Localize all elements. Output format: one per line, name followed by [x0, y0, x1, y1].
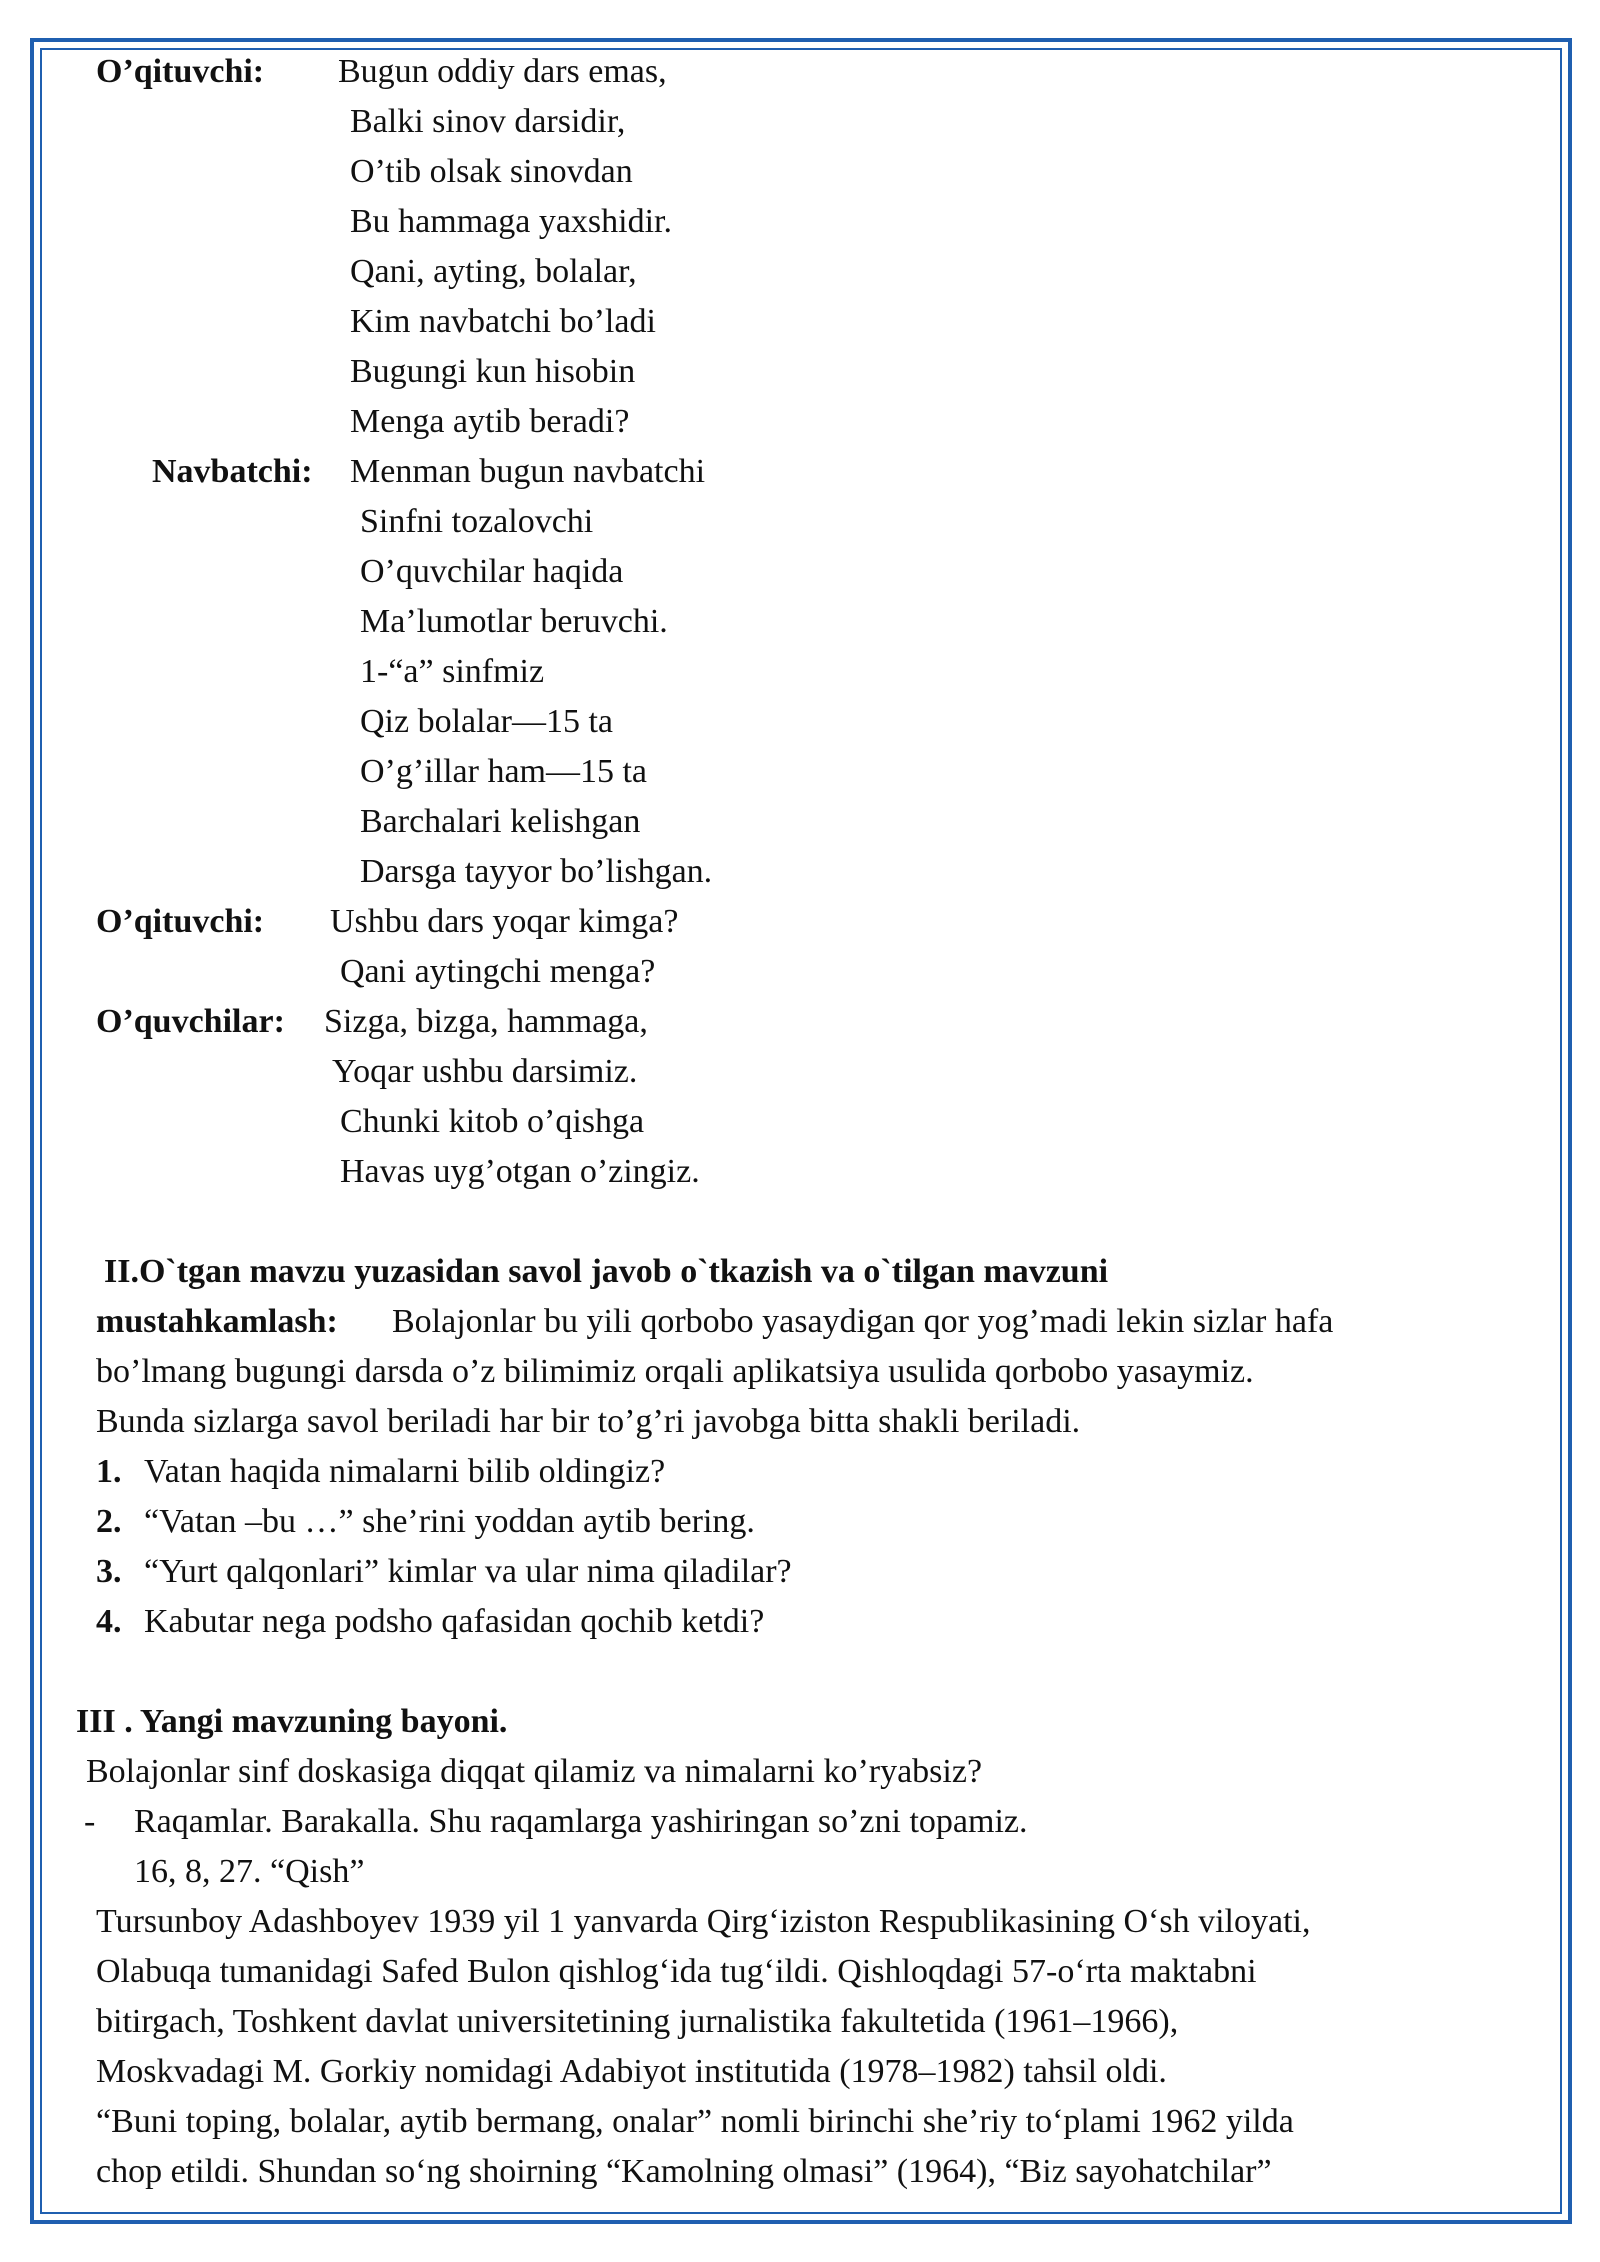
- biography-line: bitirgach, Toshkent davlat universitetining jurnalistika fakultetida (1961–1966),: [96, 2003, 1179, 2040]
- question-text: Vatan haqida nimalarni bilib oldingiz?: [144, 1453, 666, 1490]
- poem-line: O’quvchilar haqida: [360, 553, 624, 590]
- poem-line: Bugungi kun hisobin: [350, 353, 636, 390]
- poem-line: Qani, ayting, bolalar,: [350, 253, 637, 290]
- biography-line: chop etildi. Shundan so‘ng shoirning “Kamolning olmasi” (1964), “Biz sayohatchilar”: [96, 2153, 1272, 2190]
- poem-line: Chunki kitob o’qishga: [340, 1103, 645, 1140]
- biography-line: Olabuqa tumanidagi Safed Bulon qishlog‘ida tug‘ildi. Qishloqdagi 57-o‘rta maktabni: [96, 1953, 1257, 1990]
- question-number: 2.: [96, 1503, 122, 1540]
- poem-line: 1-“a” sinfmiz: [360, 653, 545, 690]
- poem-line: Darsga tayyor bo’lishgan.: [360, 853, 713, 890]
- poem-line: Ma’lumotlar beruvchi.: [360, 603, 668, 640]
- poem-line: Bugun oddiy dars emas,: [338, 53, 667, 90]
- section-3-text: Bolajonlar sinf doskasiga diqqat qilamiz va nimalarni ko’ryabsiz?: [86, 1753, 983, 1790]
- speaker-students: O’quvchilar:: [96, 1003, 285, 1040]
- poem-line: Yoqar ushbu darsimiz.: [332, 1053, 638, 1090]
- question-number: 4.: [96, 1603, 122, 1640]
- poem-line: Menman bugun navbatchi: [350, 453, 706, 490]
- section-2-text: Bunda sizlarga savol beriladi har bir to’g’ri javobga bitta shakli beriladi.: [96, 1403, 1081, 1440]
- poem-line: O’tib olsak sinovdan: [350, 153, 633, 190]
- biography-line: Tursunboy Adashboyev 1939 yil 1 yanvarda Qirg‘iziston Respublikasining O‘sh viloyati,: [96, 1903, 1311, 1940]
- section-3-text: 16, 8, 27. “Qish”: [134, 1853, 365, 1890]
- poem-line: Sizga, bizga, hammaga,: [324, 1003, 648, 1040]
- question-text: Kabutar nega podsho qafasidan qochib ketdi?: [144, 1603, 765, 1640]
- poem-line: Menga aytib beradi?: [350, 403, 630, 440]
- question-text: “Yurt qalqonlari” kimlar va ular nima qiladilar?: [144, 1553, 792, 1590]
- section-3-text: Raqamlar. Barakalla. Shu raqamlarga yashiringan so’zni topamiz.: [134, 1803, 1028, 1840]
- section-3-heading: III . Yangi mavzuning bayoni.: [76, 1703, 508, 1740]
- question-text: “Vatan –bu …” she’rini yoddan aytib bering.: [144, 1503, 755, 1540]
- poem-line: O’g’illar ham—15 ta: [360, 753, 648, 790]
- poem-line: Sinfni tozalovchi: [360, 503, 594, 540]
- section-2-heading-cont: mustahkamlash:: [96, 1303, 338, 1340]
- speaker-teacher-2: O’qituvchi:: [96, 903, 265, 940]
- speaker-teacher-1: O’qituvchi:: [96, 53, 265, 90]
- section-2-text: bo’lmang bugungi darsda o’z bilimimiz orqali aplikatsiya usulida qorbobo yasaymiz.: [96, 1353, 1254, 1390]
- poem-line: Bu hammaga yaxshidir.: [350, 203, 673, 240]
- poem-line: Ushbu dars yoqar kimga?: [330, 903, 679, 940]
- list-dash: -: [84, 1803, 96, 1840]
- poem-line: Havas uyg’otgan o’zingiz.: [340, 1153, 700, 1190]
- section-2-text: Bolajonlar bu yili qorbobo yasaydigan qor yog’madi lekin sizlar hafa: [392, 1303, 1334, 1340]
- biography-line: Moskvadagi M. Gorkiy nomidagi Adabiyot institutida (1978–1982) tahsil oldi.: [96, 2053, 1167, 2090]
- section-2-heading: II.O`tgan mavzu yuzasidan savol javob o`tkazish va o`tilgan mavzuni: [104, 1253, 1109, 1290]
- poem-line: Qani aytingchi menga?: [340, 953, 656, 990]
- poem-line: Balki sinov darsidir,: [350, 103, 626, 140]
- poem-line: Kim navbatchi bo’ladi: [350, 303, 656, 340]
- biography-line: “Buni toping, bolalar, aytib bermang, onalar” nomli birinchi she’riy to‘plami 1962 yilda: [96, 2103, 1294, 2140]
- poem-line: Barchalari kelishgan: [360, 803, 641, 840]
- question-number: 1.: [96, 1453, 122, 1490]
- poem-line: Qiz bolalar—15 ta: [360, 703, 614, 740]
- question-number: 3.: [96, 1553, 122, 1590]
- speaker-duty-student: Navbatchi:: [152, 453, 313, 490]
